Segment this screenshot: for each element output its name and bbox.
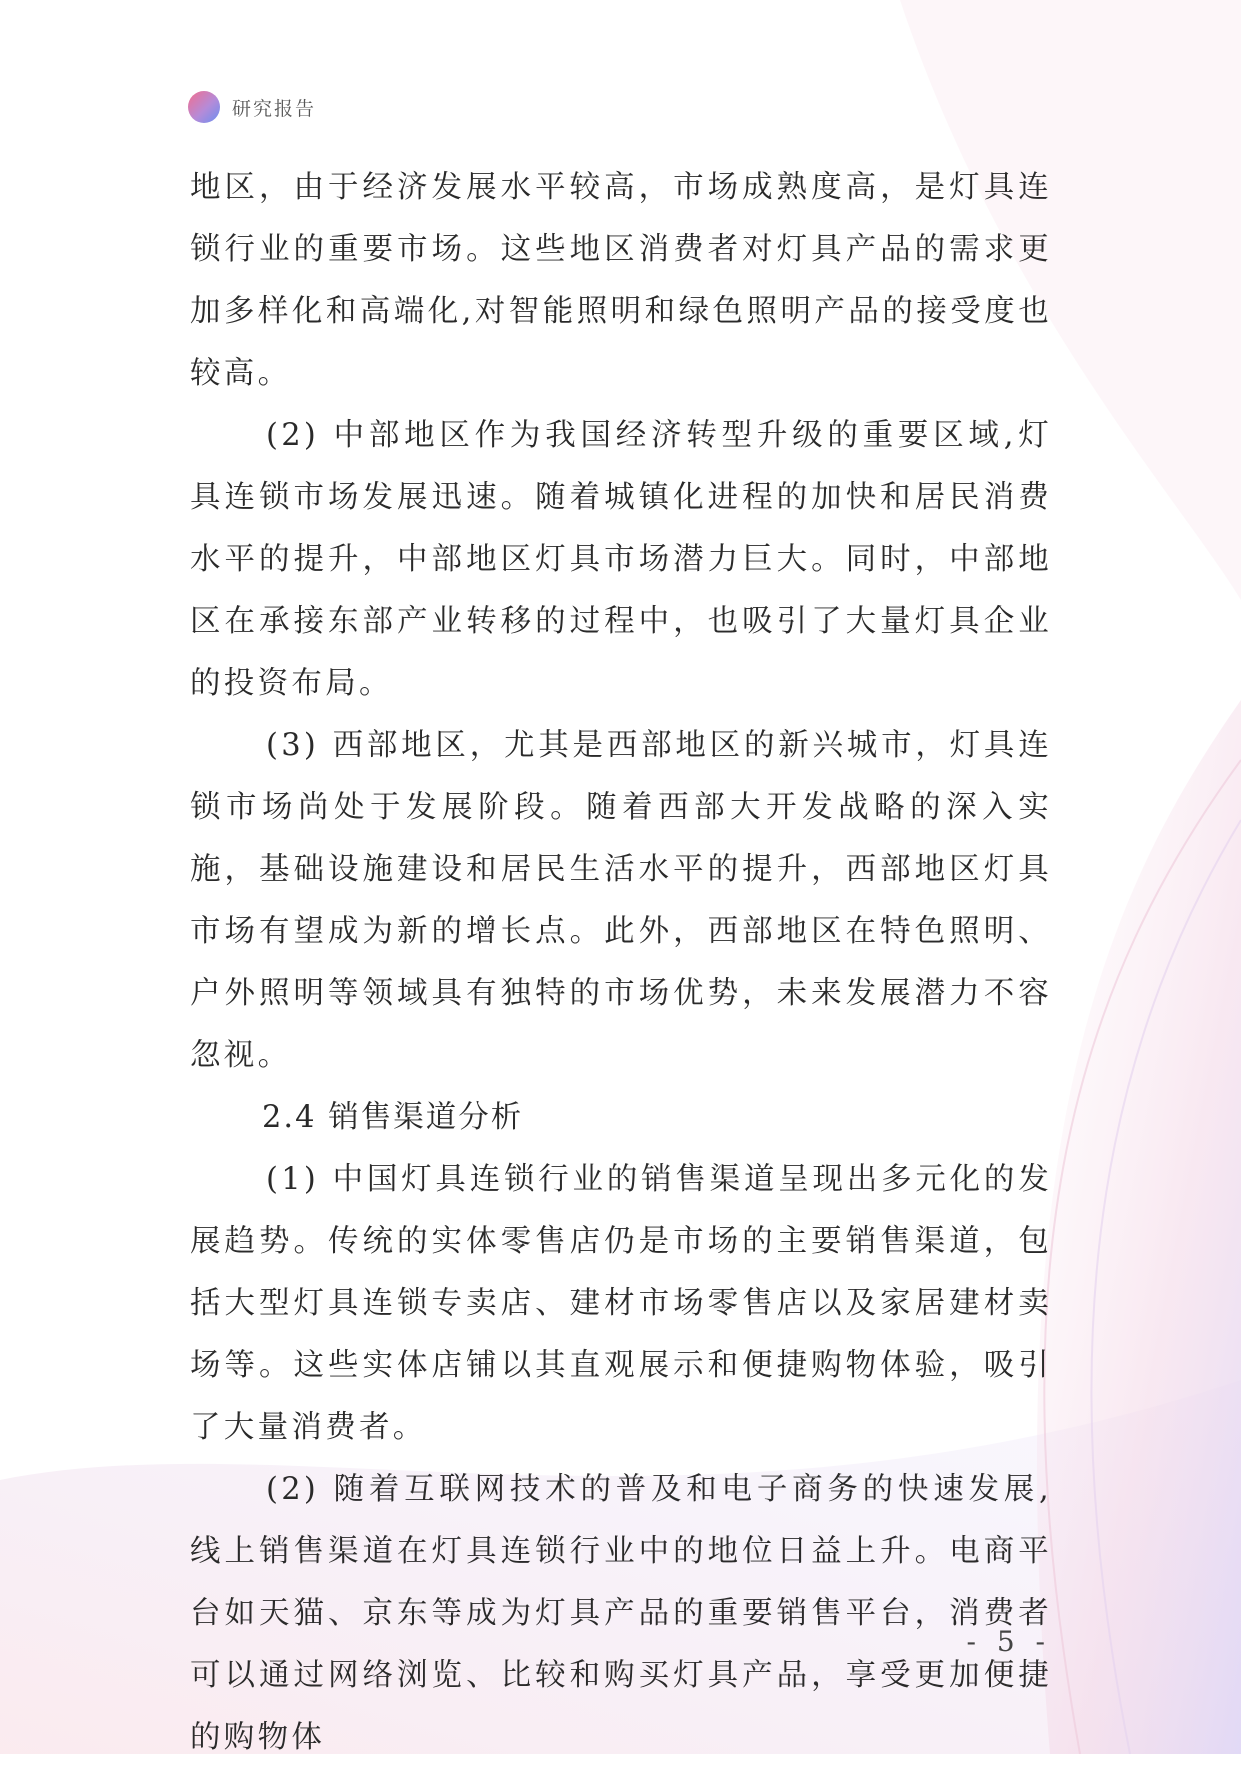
paragraph-online-channels: (2) 随着互联网技术的普及和电子商务的快速发展,线上销售渠道在灯具连锁行业中的地位日益上升。电商平台如天猫、京东等成为灯具产品的重要销售平台，消费者可以通过网络浏览、比较和购买灯具产品，享受更加便捷的购物体 xyxy=(190,1472,1052,1755)
section-heading-sales-channels: 2.4 销售渠道分析 xyxy=(262,1100,524,1135)
paragraph-central-region: (2) 中部地区作为我国经济转型升级的重要区域,灯具连锁市场发展迅速。随着城镇化进程的加快和居民消费水平的提升，中部地区灯具市场潜力巨大。同时，中部地区在承接东部产业转移的过程中，也吸引了大量灯具企业的投资布局。 xyxy=(190,418,1052,701)
document-header xyxy=(188,89,316,125)
paragraph-western-region: (3) 西部地区，尤其是西部地区的新兴城市，灯具连锁市场尚处于发展阶段。随着西部大开发战略的深入实施，基础设施建设和居民生活水平的提升，西部地区灯具市场有望成为新的增长点。此外，西部地区在特色照明、户外照明等领域具有独特的市场优势，未来发展潜力不容忽视。 xyxy=(190,728,1052,1073)
header-title: 研究报告 xyxy=(232,97,317,120)
document-body xyxy=(190,157,1052,1769)
page-number: - 5 - xyxy=(966,1625,1051,1658)
logo-circle-icon xyxy=(188,91,220,123)
paragraph-offline-channels: (1) 中国灯具连锁行业的销售渠道呈现出多元化的发展趋势。传统的实体零售店仍是市场的主要销售渠道，包括大型灯具连锁专卖店、建材市场零售店以及家居建材卖场等。这些实体店铺以其直观展示和便捷购物体验，吸引了大量消费者。 xyxy=(190,1162,1052,1445)
paragraph-continued: 地区，由于经济发展水平较高，市场成熟度高，是灯具连锁行业的重要市场。这些地区消费者对灯具产品的需求更加多样化和高端化,对智能照明和绿色照明产品的接受度也较高。 xyxy=(190,170,1052,391)
